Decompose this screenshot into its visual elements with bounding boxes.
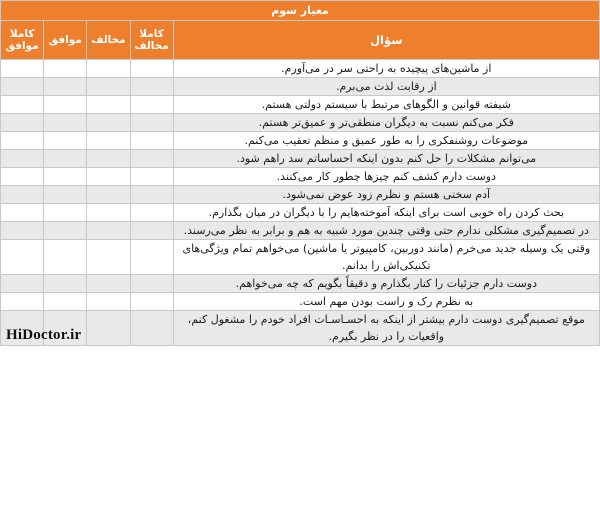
answer-cell-agree[interactable]: [44, 186, 87, 204]
answer-cell-strongly-agree[interactable]: [1, 96, 44, 114]
answer-cell-strongly-disagree[interactable]: [130, 240, 173, 275]
answer-cell-agree[interactable]: [44, 150, 87, 168]
answer-cell-agree[interactable]: [44, 78, 87, 96]
question-text: از رقابت لذت می‌برم.: [173, 78, 599, 96]
answer-cell-disagree[interactable]: [87, 275, 130, 293]
table-row: [1, 168, 600, 186]
answer-cell-agree[interactable]: [44, 240, 87, 275]
answer-cell-disagree[interactable]: [87, 132, 130, 150]
answer-cell-strongly-disagree[interactable]: [130, 186, 173, 204]
answer-cell-agree[interactable]: [44, 168, 87, 186]
table-row: [1, 293, 600, 311]
question-text: بحث کردن راه خوبی است برای اینکه آموخته‌هایم را با دیگران در میان بگذارم.: [173, 204, 599, 222]
table-row: [1, 78, 600, 96]
answer-cell-strongly-agree[interactable]: [1, 222, 44, 240]
answer-cell-strongly-agree[interactable]: [1, 204, 44, 222]
answer-cell-strongly-disagree[interactable]: [130, 204, 173, 222]
answer-cell-disagree[interactable]: [87, 311, 130, 346]
answer-cell-strongly-agree[interactable]: [1, 132, 44, 150]
answer-cell-disagree[interactable]: [87, 168, 130, 186]
answer-cell-strongly-disagree[interactable]: [130, 275, 173, 293]
header-option-strongly-agree: کاملا موافق: [1, 21, 44, 60]
answer-cell-strongly-agree[interactable]: [1, 114, 44, 132]
question-text: دوست دارم کشف کنم چیزها چطور کار می‌کنند.: [173, 168, 599, 186]
table-header-row: [1, 21, 600, 60]
answer-cell-strongly-disagree[interactable]: [130, 60, 173, 78]
answer-cell-strongly-agree[interactable]: [1, 293, 44, 311]
answer-cell-agree[interactable]: [44, 293, 87, 311]
answer-cell-agree[interactable]: [44, 222, 87, 240]
table-row: [1, 96, 600, 114]
question-text: آدم سختی هستم و نظرم زود عوض نمی‌شود.: [173, 186, 599, 204]
answer-cell-disagree[interactable]: [87, 96, 130, 114]
answer-cell-agree[interactable]: [44, 60, 87, 78]
question-text: موضوعات روشنفکری را به طور عمیق و منظم تعقیب می‌کنم.: [173, 132, 599, 150]
question-text: از ماشین‌های پیچیده به راحتی سر در می‌آورم.: [173, 60, 599, 78]
table-row: [1, 204, 600, 222]
table-row: [1, 240, 600, 275]
answer-cell-agree[interactable]: [44, 275, 87, 293]
answer-cell-strongly-agree[interactable]: [1, 275, 44, 293]
answer-cell-disagree[interactable]: [87, 114, 130, 132]
table-row: [1, 222, 600, 240]
answer-cell-strongly-agree[interactable]: [1, 150, 44, 168]
answer-cell-strongly-disagree[interactable]: [130, 96, 173, 114]
answer-cell-strongly-agree[interactable]: [1, 60, 44, 78]
answer-cell-strongly-disagree[interactable]: [130, 78, 173, 96]
answer-cell-strongly-disagree[interactable]: [130, 150, 173, 168]
answer-cell-strongly-disagree[interactable]: [130, 311, 173, 346]
header-option-disagree: مخالف: [87, 21, 130, 60]
answer-cell-agree[interactable]: [44, 96, 87, 114]
header-question: سؤال: [173, 21, 599, 60]
table-row: [1, 60, 600, 78]
answer-cell-disagree[interactable]: [87, 186, 130, 204]
answer-cell-disagree[interactable]: [87, 150, 130, 168]
header-option-strongly-disagree: کاملا مخالف: [130, 21, 173, 60]
table-title-row: [1, 1, 600, 21]
question-text: موقع تصمیم‌گیری دوست دارم بیشتر از اینکه به احسـاسـات افراد خودم را مشغول کنم، واقعیات را در نظر بگیرم.: [173, 311, 599, 346]
answer-cell-agree[interactable]: [44, 132, 87, 150]
answer-cell-disagree[interactable]: [87, 222, 130, 240]
question-text: وقتی یک وسیله جدید می‌خرم (مانند دوربین، کامپیوتر یا ماشین) می‌خواهم تمام ویژگی‌های تکنیکی‌اش را بدانم.: [173, 240, 599, 275]
answer-cell-disagree[interactable]: [87, 204, 130, 222]
answer-cell-strongly-agree[interactable]: [1, 78, 44, 96]
answer-cell-disagree[interactable]: [87, 78, 130, 96]
table-row: [1, 150, 600, 168]
answer-cell-disagree[interactable]: [87, 293, 130, 311]
answer-cell-strongly-agree[interactable]: [1, 186, 44, 204]
table-row: [1, 275, 600, 293]
answer-cell-strongly-agree[interactable]: [1, 240, 44, 275]
table-row: [1, 114, 600, 132]
survey-body: [1, 60, 600, 346]
table-row: [1, 311, 600, 346]
answer-cell-strongly-disagree[interactable]: [130, 293, 173, 311]
question-text: فکر می‌کنم نسبت به دیگران منطقی‌تر و عمیق‌تر هستم.: [173, 114, 599, 132]
question-text: به نظرم رک و راست بودن مهم است.: [173, 293, 599, 311]
answer-cell-strongly-agree[interactable]: [1, 168, 44, 186]
answer-cell-agree[interactable]: [44, 114, 87, 132]
answer-cell-strongly-disagree[interactable]: [130, 114, 173, 132]
question-text: شیفته قوانین و الگوهای مرتبط با سیستم دولتی هستم.: [173, 96, 599, 114]
answer-cell-strongly-disagree[interactable]: [130, 132, 173, 150]
site-watermark: HiDoctor.ir: [6, 327, 82, 343]
answer-cell-disagree[interactable]: [87, 60, 130, 78]
criterion-title: معیار سوم: [1, 1, 600, 21]
question-text: دوست دارم جزئیات را کنار بگذارم و دقیقاً بگویم که چه می‌خواهم.: [173, 275, 599, 293]
table-row: [1, 132, 600, 150]
answer-cell-disagree[interactable]: [87, 240, 130, 275]
answer-cell-strongly-disagree[interactable]: [130, 222, 173, 240]
table-row: [1, 186, 600, 204]
header-option-agree: موافق: [44, 21, 87, 60]
answer-cell-agree[interactable]: [44, 204, 87, 222]
answer-cell-strongly-disagree[interactable]: [130, 168, 173, 186]
question-text: می‌توانم مشکلات را حل کنم بدون اینکه احساساتم سد راهم شود.: [173, 150, 599, 168]
question-text: در تصمیم‌گیری مشکلی ندارم حتی وقتی چندین مورد شبیه به هم و برابر به نظر می‌رسند.: [173, 222, 599, 240]
